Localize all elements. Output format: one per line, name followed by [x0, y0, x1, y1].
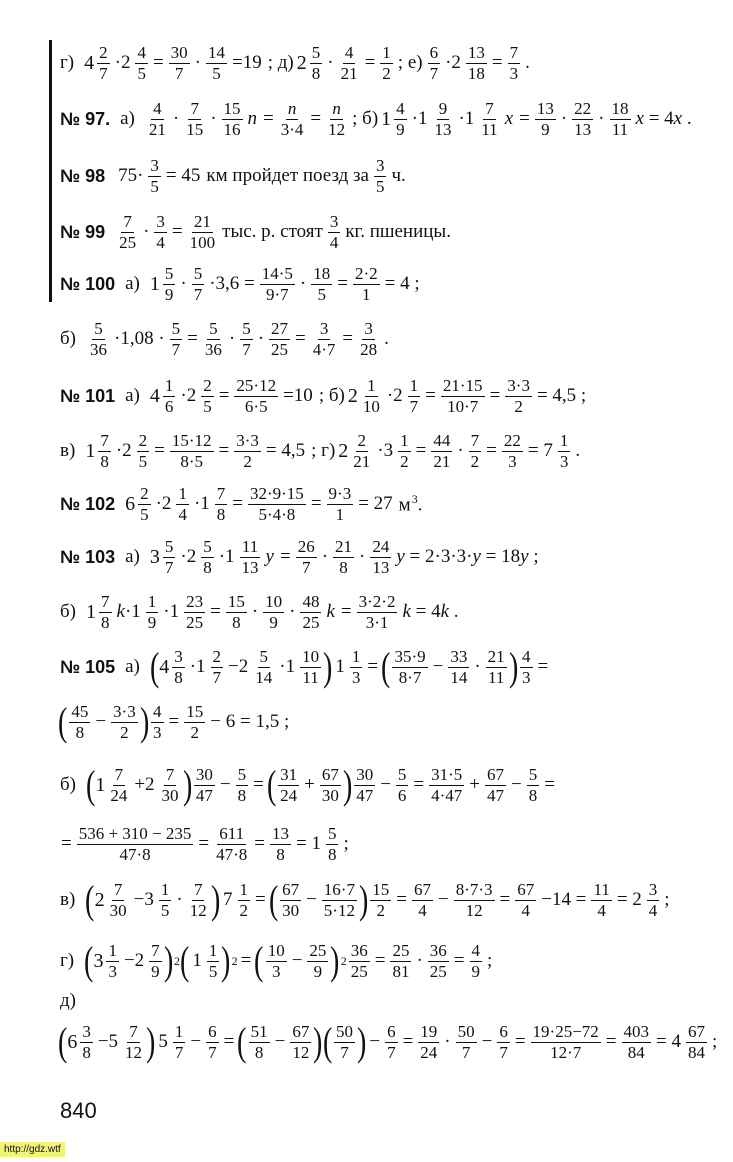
problem-99: № 99 $\frac{7}{25}$ · $\frac{3}{4}$ = $\frac{21}{100}$ тыс. р. стоят $\frac{3}{4}$ кг. пшеницы.: [60, 212, 451, 252]
source-link[interactable]: http://gdz.wtf: [0, 1142, 65, 1157]
problem-103a: № 103 а) 3 $\frac{5}{7}$ ·2 $\frac{5}{8}$ ·1 $\frac{11}{13}$ y = $\frac{26}{7}$ · $\frac{21}{8}$ · $\frac{24}{13}$ y = 2·3·3·y = 18y ;: [60, 537, 539, 577]
problem-105b: б) ( 1 $\frac{7}{24}$ +2 $\frac{7}{30}$ ) $\frac{30}{47}$ − $\frac{5}{8}$ = ( $\frac{31}{24}$ + $\frac{67}{30}$ ) $\frac{30}{47}$ − $\frac{5}{6}$ = $\frac{31\cdot 5}{4\cdot 47}$ + $\frac{67}{47}$ − $\frac{5}{8}$ =: [60, 762, 555, 807]
problem-97: № 97. а) $\frac{4}{21}$ · $\frac{7}{15}$ · $\frac{15}{16}$ n = $\frac{n}{3\cdot 4}$ = $\frac{n}{12}$ ; б) 1 $\frac{4}{9}$ ·1 $\frac{9}{13}$ ·1 $\frac{7}{11}$ x = $\frac{13}{9}$ · $\frac{22}{13}$ · $\frac{18}{11}$ x = 4x .: [60, 99, 692, 139]
problem-101ab: № 101 а) 4 $\frac{1}{6}$ ·2 $\frac{2}{5}$ = $\frac{25\cdot 12}{6\cdot 5}$ =10 ; б) 2 $\frac{1}{10}$ ·2 $\frac{1}{7}$ = $\frac{21\cdot 15}{10\cdot 7}$ = $\frac{3\cdot 3}{2}$ = 4,5 ;: [60, 376, 587, 416]
margin-bar: [49, 40, 52, 302]
problem-98: № 98 75· $\frac{3}{5}$ = 45 км пройдет поезд за $\frac{3}{5}$ ч.: [60, 156, 406, 196]
problem-number: № 97.: [60, 108, 111, 129]
problem-105a-cont: ( $\frac{45}{8}$ − $\frac{3\cdot 3}{2}$ ) $\frac{4}{3}$ = $\frac{15}{2}$ − 6 = 1,5 ;: [57, 699, 290, 744]
problem-102: № 102 6 $\frac{2}{5}$ ·2 $\frac{1}{4}$ ·1 $\frac{7}{8}$ = $\frac{32\cdot 9\cdot 15}{5\cdot 4\cdot 8}$ = $\frac{9\cdot 3}{1}$ = 27 $м^3$.: [60, 484, 423, 524]
page-number: 840: [60, 1098, 97, 1123]
problem-105d-label: д): [60, 990, 76, 1011]
problem-105g: г) ( 3 $\frac{1}{3}$ −2 $\frac{7}{9}$ ) 2 ( 1 $\frac{1}{5}$ ) 2 = ( $\frac{10}{3}$ − $\frac{25}{9}$ ) 2 $\frac{36}{25}$ = $\frac{25}{81}$ · $\frac{36}{25}$ = $\frac{4}{9}$ ;: [60, 938, 493, 983]
label-d: ; д): [267, 52, 294, 74]
problem-100b: б) $\frac{5}{36}$ ·1,08 · $\frac{5}{7}$ = $\frac{5}{36}$ · $\frac{5}{7}$ · $\frac{27}{25}$ = $\frac{3}{4\cdot 7}$ = $\frac{3}{28}$ .: [60, 319, 389, 359]
problem-105b-cont: = $\frac{536 + 310 - 235}{47\cdot 8}$ = $\frac{611}{47\cdot 8}$ = $\frac{13}{8}$ = 1 $\frac{5}{8}$ ;: [61, 824, 349, 864]
problem-103b: б) 1 $\frac{7}{8}$ k·1 $\frac{1}{9}$ ·1 $\frac{23}{25}$ = $\frac{15}{8}$ · $\frac{10}{9}$ · $\frac{48}{25}$ k = $\frac{3\cdot 2\cdot 2}{3\cdot 1}$ k = 4k .: [60, 592, 459, 632]
problem-105v: в) ( 2 $\frac{7}{30}$ −3 $\frac{1}{5}$ · $\frac{7}{12}$ ) 7 $\frac{1}{2}$ = ( $\frac{67}{30}$ − $\frac{16\cdot 7}{5\cdot 12}$ ) $\frac{15}{2}$ = $\frac{67}{4}$ − $\frac{8\cdot 7\cdot 3}{12}$ = $\frac{67}{4}$ −14 = $\frac{11}{4}$ = 2 $\frac{3}{4}$ ;: [60, 877, 670, 922]
line-g-d-e: г) 4 $\frac{2}{7}$ ·2 $\frac{4}{5}$ = $\frac{30}{7}$ · $\frac{14}{5}$ =19 ; д) 2 $\frac{5}{8}$ · $\frac{4}{21}$ = $\frac{1}{2}$ ; е) $\frac{6}{7}$ ·2 $\frac{13}{18}$ = $\frac{7}{3}$ .: [60, 43, 530, 83]
label-e: ; е): [397, 52, 423, 74]
problem-105d: ( 6 $\frac{3}{8}$ −5 $\frac{7}{12}$ ) 5 $\frac{1}{7}$ − $\frac{6}{7}$ = ( $\frac{51}{8}$ − $\frac{67}{12}$ ) ( $\frac{50}{7}$ ) − $\frac{6}{7}$ = $\frac{19}{24}$ · $\frac{50}{7}$ − $\frac{6}{7}$ = $\frac{19\cdot 25-72}{12\cdot 7}$ = $\frac{403}{84}$ = 4 $\frac{67}{84}$ ;: [57, 1019, 718, 1064]
label-g: г): [60, 52, 75, 74]
problem-100a: № 100 а) 1 $\frac{5}{9}$ · $\frac{5}{7}$ ·3,6 = $\frac{14\cdot 5}{9\cdot 7}$ · $\frac{18}{5}$ = $\frac{2\cdot 2}{1}$ = 4 ;: [60, 264, 420, 304]
problem-101vg: в) 1 $\frac{7}{8}$ ·2 $\frac{2}{5}$ = $\frac{15\cdot 12}{8\cdot 5}$ = $\frac{3\cdot 3}{2}$ = 4,5 ; г) 2 $\frac{2}{21}$ ·3 $\frac{1}{2}$ = $\frac{44}{21}$ · $\frac{7}{2}$ = $\frac{22}{3}$ = 7 $\frac{1}{3}$ .: [60, 431, 581, 471]
problem-105a: № 105 а) ( 4 $\frac{3}{8}$ ·1 $\frac{2}{7}$ −2 $\frac{5}{14}$ ·1 $\frac{10}{11}$ ) 1 $\frac{1}{3}$ = ( $\frac{35\cdot 9}{8\cdot 7}$ − $\frac{33}{14}$ · $\frac{21}{11}$ ) $\frac{4}{3}$ =: [60, 644, 549, 689]
